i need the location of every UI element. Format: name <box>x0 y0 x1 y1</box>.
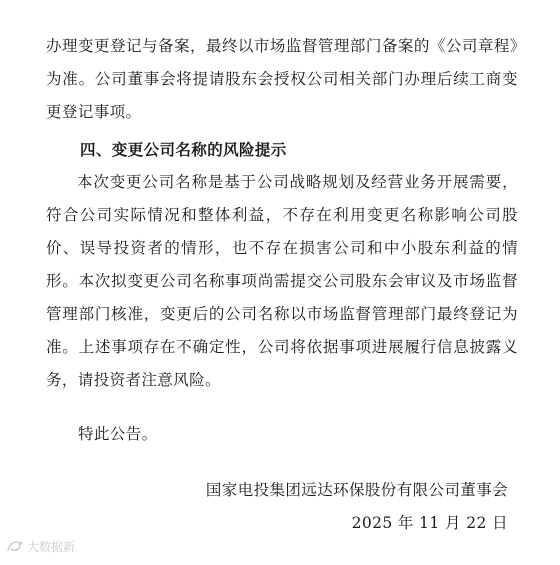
logo-icon <box>6 540 24 554</box>
closing-line: 特此公告。 <box>78 425 158 443</box>
section-heading: 四、变更公司名称的风险提示 <box>80 140 287 159</box>
watermark <box>6 538 75 555</box>
watermark-text: 大数据新 <box>27 540 76 554</box>
paragraph-top: 办理变更登记与备案，最终以市场监督管理部门备案的《公司章程》为准。公司董事会将提请股东会授权公司相关部门办理后续工商变更登记事项。 <box>46 37 518 121</box>
signer-name: 国家电投集团远达环保股份有限公司董事会 <box>205 481 508 499</box>
paragraph-risk: 本次变更公司名称是基于公司战略规划及经营业务开展需要，符合公司实际情况和整体利益，不存在利用变更名称影响公司股价、误导投资者的情形，也不存在损害公司和中小股东利益的情形。本次拟变更公司名称事项尚需提交公司股东会审议及市场监督管理部门核准，变更后的公司名称以市场监督管理部门最终登记为准。上述事项存在不确定性，公司将依据事项进展履行信息披露义务，请投资者注意风险。 <box>46 173 518 389</box>
announcement-date: 2025 年 11 月 22 日 <box>351 514 508 532</box>
